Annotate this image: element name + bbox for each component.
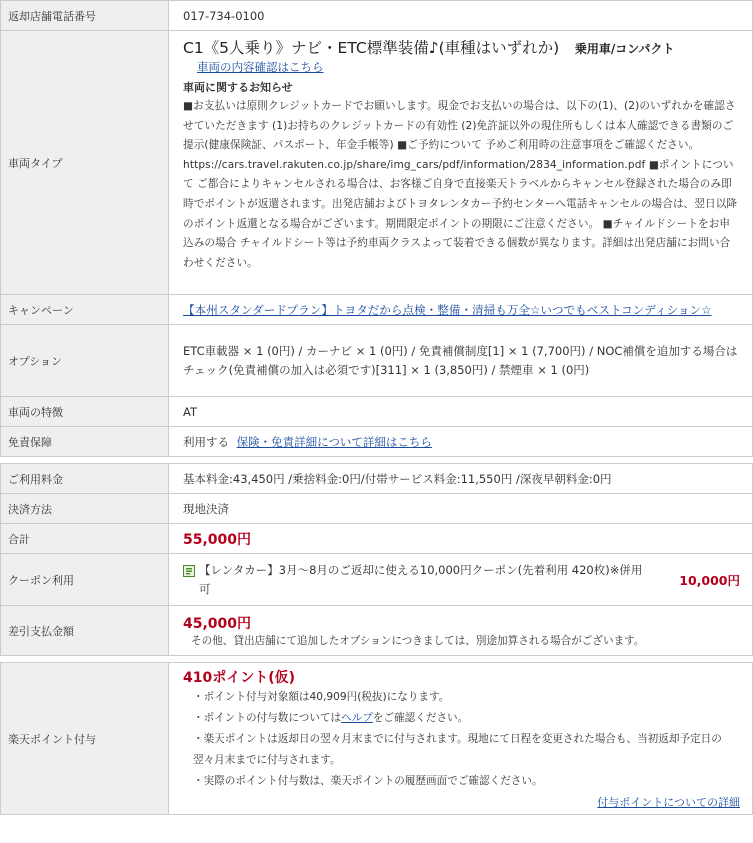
payment-row bbox=[1, 494, 753, 524]
coupon-row bbox=[1, 554, 753, 606]
insurance-label: 免責保障 bbox=[1, 427, 169, 457]
section-gap bbox=[1, 656, 753, 663]
vehicle-detail-link[interactable]: 車両の内容確認はこちら bbox=[197, 60, 324, 74]
fee-label: ご利用料金 bbox=[1, 464, 169, 494]
points-help-link[interactable]: ヘルプ bbox=[341, 712, 373, 724]
coupon-text: 【レンタカー】3月～8月のご返却に使える10,000円クーポン(先着利用 420枚)※併用可 bbox=[199, 562, 643, 596]
campaign-row bbox=[1, 295, 753, 325]
section-gap bbox=[1, 457, 753, 464]
coupon-ticket-icon bbox=[183, 564, 195, 576]
net-payment-note: その他、貸出店舗にて追加したオプションにつきましては、別途加算される場合がございます。 bbox=[191, 635, 645, 647]
total-row bbox=[1, 524, 753, 554]
vehicle-category: 乗用車/コンパクト bbox=[574, 42, 675, 56]
features-row bbox=[1, 397, 753, 427]
points-label: 楽天ポイント付与 bbox=[1, 663, 169, 815]
insurance-detail-link[interactable]: 保険・免責詳細について詳細はこちら bbox=[236, 434, 432, 449]
shop-phone-value: 017-734-0100 bbox=[169, 1, 753, 31]
shop-phone-row bbox=[1, 1, 753, 31]
campaign-link[interactable]: 【本州スタンダードプラン】トヨタだから点検・整備・清掃も万全☆いつでもベストコンディション☆ bbox=[183, 302, 712, 317]
points-note: ・楽天ポイントは返却日の翌々月末までに付与されます。現地にて日程を変更された場合も、当初返却予定日の翌々月末までに付与されます。 bbox=[193, 733, 722, 766]
total-value: 55,000円 bbox=[183, 531, 252, 548]
points-detail-link[interactable]: 付与ポイントについての詳細 bbox=[597, 796, 740, 809]
points-note: ・ポイント付与対象額は40,909円(税抜)になります。 bbox=[193, 691, 450, 703]
vehicle-label: 車両タイプ bbox=[1, 31, 169, 295]
points-note-prefix: ・ポイントの付与数については bbox=[193, 712, 342, 724]
coupon-amount: 10,000円 bbox=[679, 572, 740, 588]
fee-value: 基本料金:43,450円 /乗捨料金:0円/付帯サービス料金:11,550円 /深夜早朝料金:0円 bbox=[169, 464, 753, 494]
points-note: ・実際のポイント付与数は、楽天ポイントの履歴画面でご確認ください。 bbox=[193, 775, 543, 787]
net-payment-label: 差引支払金額 bbox=[1, 606, 169, 656]
options-value: ETC車載器 × 1 (0円) / カーナビ × 1 (0円) / 免責補償制度[1] × 1 (7,700円) / NOC補償を追加する場合はチェック(免責補償の加入は必須です)[311] × 1 (3,850円) / 禁煙車 × 1 (0円) bbox=[169, 325, 753, 397]
insurance-prefix: 利用する bbox=[183, 434, 229, 449]
coupon-label: クーポン利用 bbox=[1, 554, 169, 606]
vehicle-title-line bbox=[183, 37, 740, 59]
points-row bbox=[1, 663, 753, 815]
insurance-cell bbox=[169, 427, 753, 457]
features-label: 車両の特徴 bbox=[1, 397, 169, 427]
vehicle-notice-body: ■お支払いは原則クレジットカードでお願いします。現金でお支払いの場合は、以下の(1)、(2)のいずれかを確認させていただきます (1)お持ちのクレジットカードの有効性 (2)免許証以外の現住所もしくは本人確認できる書類のご提示(健康保険証、パスポート、年金手帳等) ■ご予約について 予めご利用時の注意事項をご確認ください。 https://cars.travel.rakuten.co.jp/share/img_cars/pdf/information/2834_information.pdf ■ポイントについて ご都合によりキャンセルされる場合は、お客様ご自身で直接楽天トラベルからキャンセル登録された場合のみ即時でポイントが返還されます。出発店舗およびトヨタレンタカー予約センターへ電話キャンセルの場合は、翌日以降のポイント返還となる場合がございます。期間限定ポイントの期限にご注意ください。 ■チャイルドシートをお申込みの場合 チャイルドシート等は予約車両クラスよって装着できる個数が異なります。詳細は出発店舗にお問い合わせください。 bbox=[183, 100, 738, 269]
vehicle-notice-heading: 車両に関するお知らせ bbox=[183, 81, 293, 94]
net-payment-row bbox=[1, 606, 753, 656]
points-note-suffix: をご確認ください。 bbox=[372, 712, 469, 724]
vehicle-cell bbox=[169, 31, 753, 295]
total-label: 合計 bbox=[1, 524, 169, 554]
campaign-cell bbox=[169, 295, 753, 325]
net-payment-value: 45,000円 bbox=[183, 616, 252, 632]
points-note-help bbox=[193, 708, 740, 729]
options-label: オプション bbox=[1, 325, 169, 397]
campaign-label: キャンペーン bbox=[1, 295, 169, 325]
points-value: 410ポイント(仮) bbox=[183, 670, 296, 686]
insurance-row bbox=[1, 427, 753, 457]
payment-value: 現地決済 bbox=[169, 494, 753, 524]
fee-row bbox=[1, 464, 753, 494]
shop-phone-label: 返却店舗電話番号 bbox=[1, 1, 169, 31]
vehicle-title: C1《5人乗り》ナビ・ETC標準装備♪(車種はいずれか) bbox=[183, 39, 560, 57]
points-notes bbox=[193, 687, 740, 792]
options-row bbox=[1, 325, 753, 397]
features-value: AT bbox=[169, 397, 753, 427]
payment-label: 決済方法 bbox=[1, 494, 169, 524]
vehicle-row bbox=[1, 31, 753, 295]
